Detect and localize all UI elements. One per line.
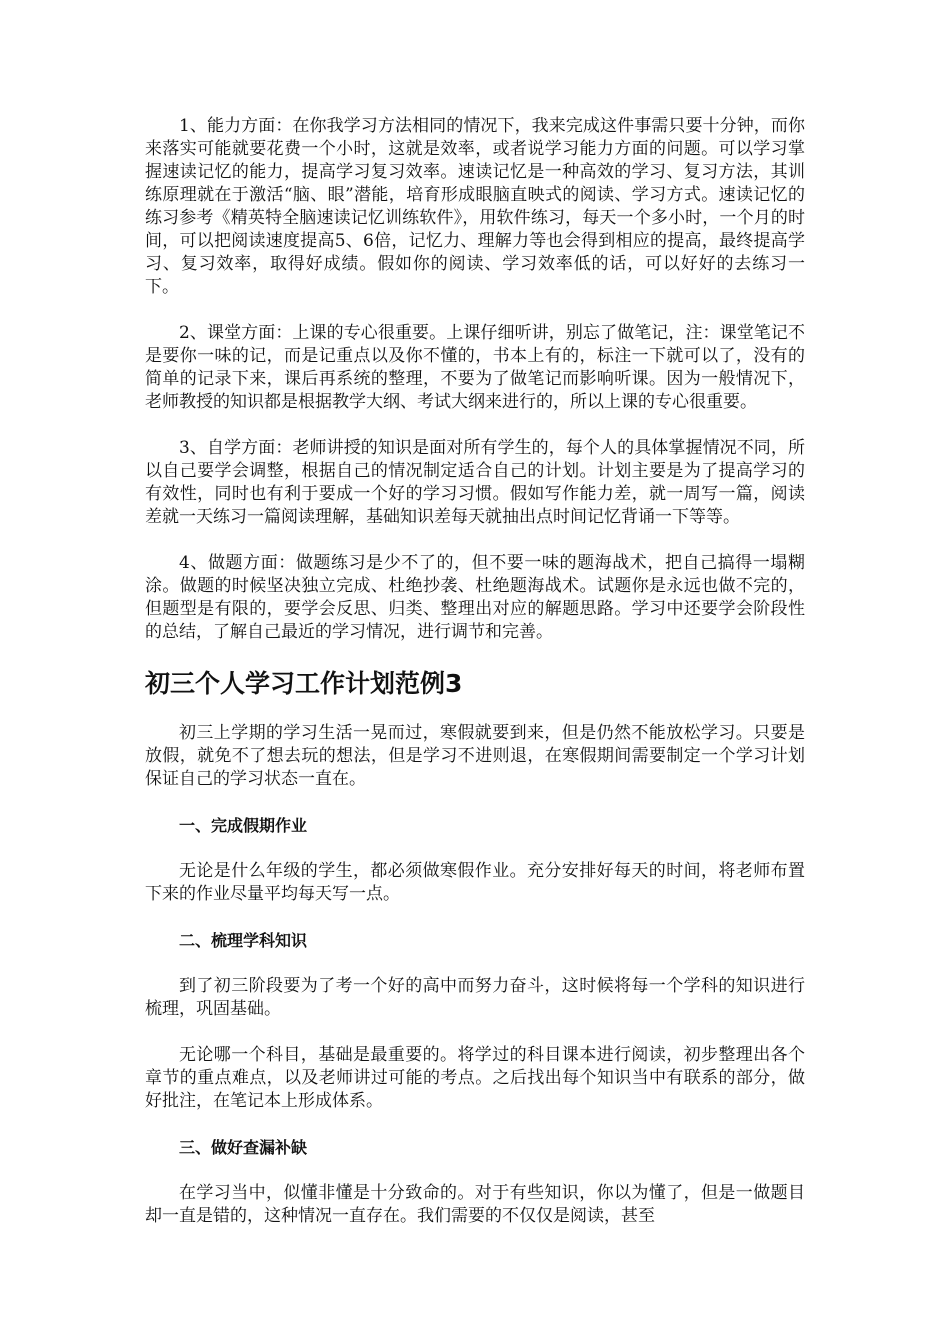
paragraph-ability: 1、能力方面：在你我学习方法相同的情况下，我来完成这件事需只要十分钟，而你来落实可能就要花费一个小时，这就是效率，或者说学习能力方面的问题。可以学习掌握速读记忆的能力，提高学习复习效率。速读记忆是一种高效的学习、复习方法，其训练原理就在于激活“脑、眼”潜能，培育形成眼脑直映式的阅读、学习方式。速读记忆的练习参考《精英特全脑速读记忆训练软件》，用软件练习，每天一个多小时，一个月的时间，可以把阅读速度提高5、6倍，记忆力、理解力等也会得到相应的提高，最终提高学习、复习效率，取得好成绩。假如你的阅读、学习效率低的话，可以好好的去练习一下。: [145, 116, 805, 297]
paragraph-fill-gaps: 在学习当中，似懂非懂是十分致命的。对于有些知识，你以为懂了，但是一做题目却一直是错的，这种情况一直存在。我们需要的不仅仅是阅读，甚至: [145, 1183, 805, 1226]
paragraph-review-knowledge-b: 无论哪一个科目，基础是最重要的。将学过的科目课本进行阅读，初步整理出各个章节的重点难点，以及老师讲过可能的考点。之后找出每个知识当中有联系的部分，做好批注，在笔记本上形成体系。: [145, 1045, 805, 1111]
document-page: [145, 115, 805, 1228]
subheading-homework: 一、完成假期作业: [179, 816, 308, 835]
paragraph-intro: 初三上学期的学习生活一晃而过，寒假就要到来，但是仍然不能放松学习。只要是放假，就免不了想去玩的想法，但是学习不进则退，在寒假期间需要制定一个学习计划保证自己的学习状态一直在。: [145, 723, 805, 789]
subheading-fill-gaps: 三、做好查漏补缺: [179, 1138, 308, 1157]
paragraph-review-knowledge-a: 到了初三阶段要为了考一个好的高中而努力奋斗，这时候将每一个学科的知识进行梳理，巩固基础。: [145, 976, 805, 1019]
subheading-review-knowledge: 二、梳理学科知识: [179, 931, 308, 950]
paragraph-self-study: 3、自学方面：老师讲授的知识是面对所有学生的，每个人的具体掌握情况不同，所以自己要学会调整，根据自己的情况制定适合自己的计划。计划主要是为了提高学习的有效性，同时也有利于要成一个好的学习习惯。假如写作能力差，就一周写一篇，阅读差就一天练习一篇阅读理解，基础知识差每天就抽出点时间记忆背诵一下等等。: [145, 438, 805, 527]
paragraph-homework: 无论是什么年级的学生，都必须做寒假作业。充分安排好每天的时间，将老师布置下来的作业尽量平均每天写一点。: [145, 861, 805, 904]
section-title: 初三个人学习工作计划范例3: [145, 669, 463, 698]
paragraph-exercises: 4、做题方面：做题练习是少不了的，但不要一味的题海战术，把自己搞得一塌糊涂。做题的时候坚决独立完成、杜绝抄袭、杜绝题海战术。试题你是永远也做不完的，但题型是有限的，要学会反思、归类、整理出对应的解题思路。学习中还要学会阶段性的总结，了解自己最近的学习情况，进行调节和完善。: [145, 553, 805, 642]
paragraph-classroom: 2、课堂方面：上课的专心很重要。上课仔细听讲，别忘了做笔记，注：课堂笔记不是要你一味的记，而是记重点以及你不懂的，书本上有的，标注一下就可以了，没有的简单的记录下来，课后再系统的整理，不要为了做笔记而影响听课。因为一般情况下，老师教授的知识都是根据教学大纲、考试大纲来进行的，所以上课的专心很重要。: [145, 323, 805, 412]
